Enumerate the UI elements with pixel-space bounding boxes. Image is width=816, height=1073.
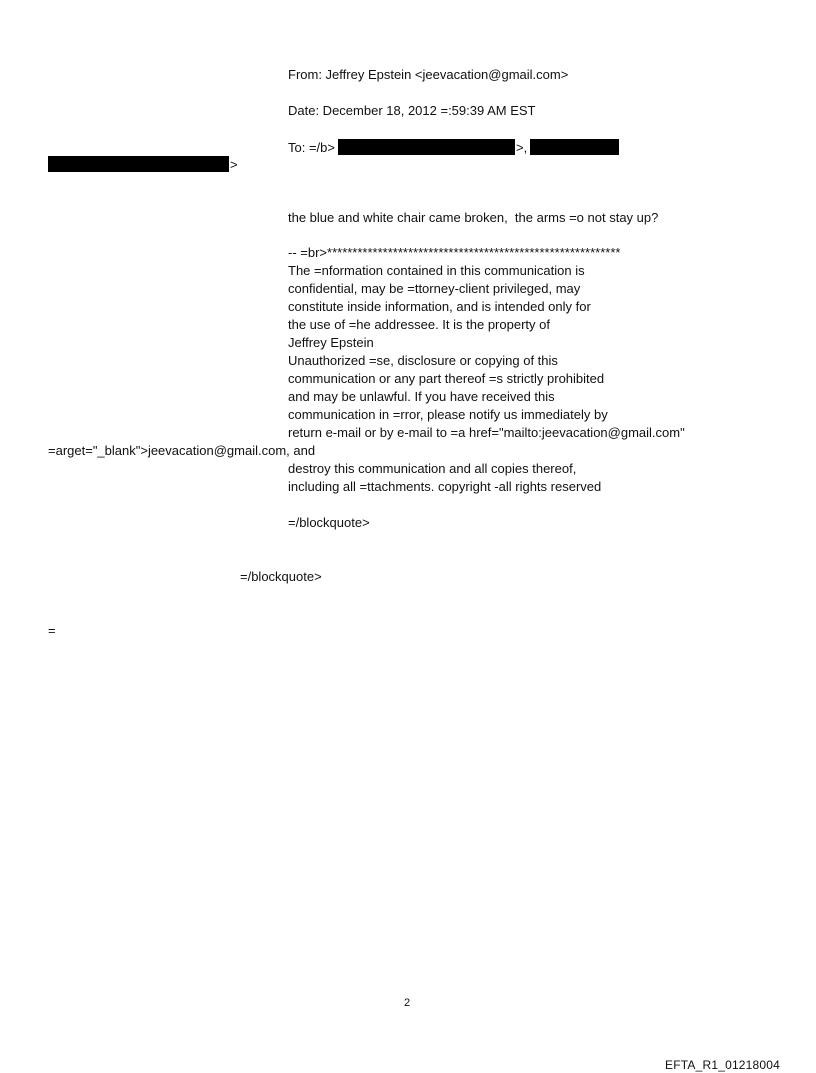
from-line: From: Jeffrey Epstein <jeevacation@gmail.com> [288, 67, 569, 82]
date-line: Date: December 18, 2012 =:59:39 AM EST [288, 103, 536, 118]
to-line-separator: >, [516, 140, 528, 155]
redaction-block-1 [338, 139, 515, 155]
to-line-tail: > [230, 157, 238, 172]
separator-line: -- =br>********************************************************** [288, 245, 621, 260]
disclaimer-line: the use of =he addressee. It is the property of [288, 317, 550, 332]
disclaimer-line: Unauthorized =se, disclosure or copying of this [288, 353, 558, 368]
blockquote-close-outer: =/blockquote> [240, 569, 322, 584]
disclaimer-line: communication or any part thereof =s strictly prohibited [288, 371, 605, 386]
redaction-block-2 [530, 139, 619, 155]
disclaimer-line: including all =ttachments. copyright -all rights reserved [288, 479, 602, 494]
disclaimer-line: constitute inside information, and is intended only for [288, 299, 591, 314]
disclaimer-line: =arget="_blank">jeevacation@gmail.com, and [48, 443, 316, 458]
disclaimer-line: confidential, may be =ttorney-client privileged, may [288, 281, 581, 296]
page-number: 2 [404, 997, 411, 1009]
message-body: the blue and white chair came broken, the arms =o not stay up? [288, 210, 659, 225]
document-id: EFTA_R1_01218004 [665, 1058, 781, 1072]
disclaimer-line: destroy this communication and all copies thereof, [288, 461, 577, 476]
disclaimer-line: and may be unlawful. If you have received this [288, 389, 555, 404]
disclaimer-line: The =nformation contained in this communication is [288, 263, 585, 278]
disclaimer-line: communication in =rror, please notify us immediately by [288, 407, 608, 422]
disclaimer-line: Jeffrey Epstein [288, 335, 374, 350]
redaction-block-3 [48, 156, 229, 172]
to-line-prefix: To: =/b> [288, 140, 335, 155]
blockquote-close-inner: =/blockquote> [288, 515, 370, 530]
trailing-equals: = [48, 623, 56, 638]
disclaimer-line: return e-mail or by e-mail to =a href="mailto:jeevacation@gmail.com" [288, 425, 685, 440]
